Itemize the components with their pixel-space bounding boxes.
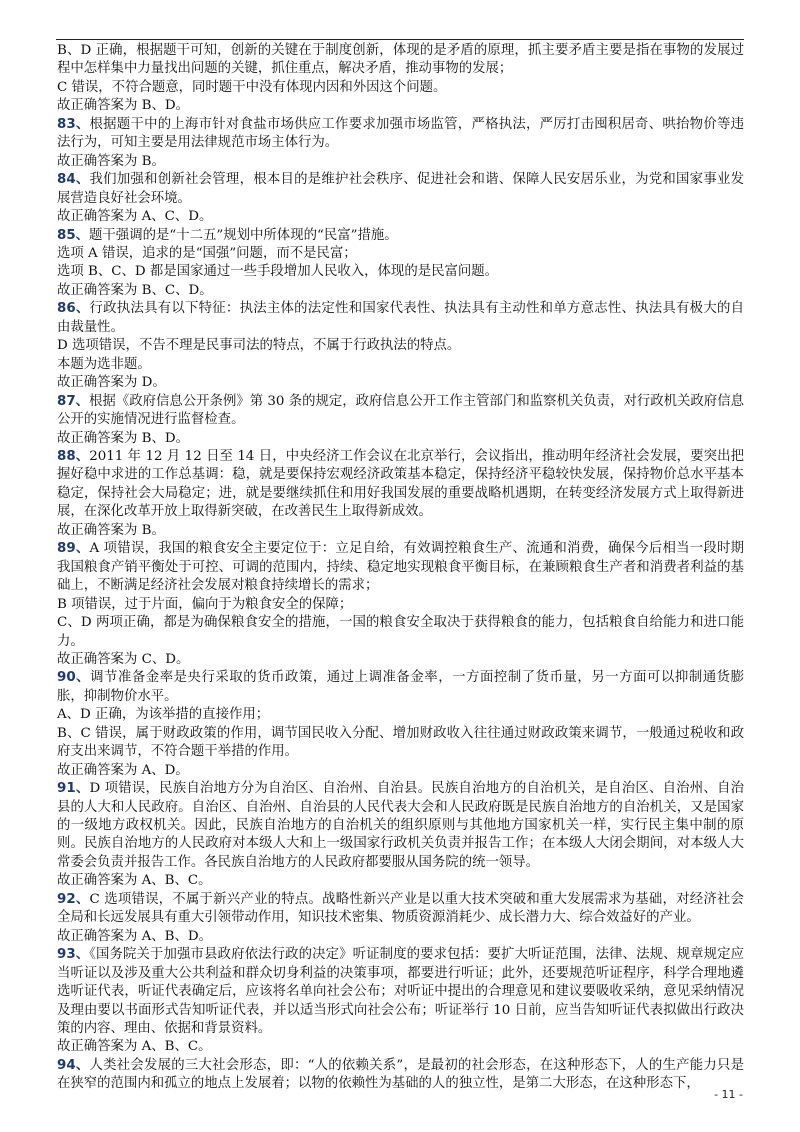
- paragraph: [57, 430, 744, 448]
- paragraph-text: D 项错误，民族自治地方分为自治区、自治州、自治县。民族自治地方的自治机关，是自治区、自治州、自治县的人大和人民政府。自治区、自治州、自治县的人民代表大会和人民政府既是民族自治地方的自治机关，又是国家的一级地方政权机关。因此，民族自治地方的自治机关的组织原则与其他地方国家机关一样，实行民主集中制的原则。民族自治地方的人民政府对本级人大和上一级国家行政机关负责并报告工作；在本级人大闭会期间，对本级人大常委会负责并报告工作。各民族自治地方的人民政府都要服从国务院的统一领导。: [57, 781, 744, 870]
- paragraph-text: 故正确答案为 D。: [57, 375, 166, 391]
- paragraph: [57, 596, 744, 614]
- paragraph: [57, 171, 744, 208]
- paragraph: [57, 393, 744, 430]
- paragraph: [57, 116, 744, 153]
- paragraph-text: 故正确答案为 C、D。: [57, 651, 190, 667]
- paragraph: [57, 872, 744, 890]
- paragraph-text: A 项错误，我国的粮食安全主要定位于：立足自给，有效调控粮食生产、流通和消费，确保今后相当一段时期我国粮食产销平衡处于可控、可调的范围内，持续、稳定地实现粮食平衡目标，在兼顾粮食生产者和消费者利益的基础上，不断满足经济社会发展对粮食持续增长的需求；: [57, 541, 744, 594]
- paragraph: [57, 946, 744, 1038]
- paragraph: [57, 356, 744, 374]
- paragraph-text: B、D 正确，根据题干可知，创新的关键在于制度创新，体现的是矛盾的原理，抓主要矛盾主要是指在事物的发展过程中怎样集中力量找出问题的关键，抓住重点，解决矛盾，推动事物的发展；: [57, 43, 744, 77]
- paragraph-text: 人类社会发展的三大社会形态，即：“人的依赖关系”，是最初的社会形态，在这种形态下，人的生产能力只是在狭窄的范围内和孤立的地点上发展着；以物的依赖性为基础的人的独立性，是第二大形态，在这种形态下，: [57, 1057, 744, 1092]
- question-number: 94、: [57, 1057, 90, 1073]
- paragraph-text: 行政执法具有以下特征：执法主体的法定性和国家代表性、执法具有主动性和单方意志性、执法具有极大的自由裁量性。: [57, 301, 744, 335]
- paragraph: [57, 374, 744, 392]
- question-number: 88、: [57, 448, 90, 464]
- paragraph-text: 故正确答案为 A、B、D。: [57, 928, 213, 944]
- paragraph: [57, 1057, 744, 1094]
- question-number: 86、: [57, 301, 90, 317]
- paragraph-text: 2011 年 12 月 12 日至 14 日，中央经济工作会议在北京举行，会议指出，推动明年经济社会发展，要突出把握好稳中求进的工作总基调：稳，就是要保持宏观经济政策基本稳定，保持经济平稳较快发展，保持物价总水平基本稳定，保持社会大局稳定；进，就是要继续抓住和用好我国发展的重要战略机遇期，在转变经济发展方式上取得新进展，在深化改革开放上取得新突破，在改善民生上取得新成效。: [57, 448, 744, 520]
- paragraph-text: 题干强调的是“十二五”规划中所体现的“民富”措施。: [89, 227, 398, 243]
- paragraph-text: 故正确答案为 B、C、D。: [57, 282, 213, 298]
- paragraph-text: 故正确答案为 A、B、C。: [57, 873, 212, 889]
- paragraph: [57, 245, 744, 263]
- header-rule: [56, 39, 744, 40]
- paragraph-text: B 项错误，过于片面，偏向于为粮食安全的保障；: [57, 596, 353, 612]
- paragraph: [57, 42, 744, 79]
- paragraph: [57, 522, 744, 540]
- paragraph-text: 《国务院关于加强市县政府依法行政的决定》听证制度的要求包括：要扩大听证范围，法律、法规、规章规定应当听证以及涉及重大公共利益和群众切身利益的决策事项，都要进行听证；此外，还要规范听证程序，科学合理地遴选听证代表，听证代表确定后，应该将名单向社会公布；对听证中提出的合理意见和建议要吸收采纳，意见采纳情况及理由要以书面形式告知听证代表，并以适当形式向社会公布；听证举行 10 日前，应当告知听证代表拟做出行政决策的内容、理由、依据和背景资料。: [57, 947, 744, 1037]
- document-body: [57, 42, 744, 1094]
- paragraph-text: C 错误，不符合题意，同时题干中没有体现内因和外因这个问题。: [57, 79, 447, 95]
- question-number: 93、: [57, 947, 90, 963]
- question-number: 91、: [57, 781, 90, 797]
- paragraph: [57, 263, 744, 281]
- paragraph-text: 故正确答案为 A、D。: [57, 762, 189, 778]
- paragraph: [57, 706, 744, 724]
- paragraph: [57, 780, 744, 872]
- paragraph: [57, 448, 744, 522]
- paragraph: [57, 928, 744, 946]
- paragraph: [57, 282, 744, 300]
- paragraph: [57, 227, 744, 245]
- paragraph-text: D 选项错误，不告不理是民事司法的特点，不属于行政执法的特点。: [57, 338, 461, 354]
- paragraph-text: 选项 A 错误，追求的是“国强”问题，而不是民富；: [57, 245, 357, 261]
- question-number: 92、: [57, 891, 90, 907]
- question-number: 83、: [57, 116, 90, 132]
- paragraph: [57, 97, 744, 115]
- paragraph: [57, 891, 744, 928]
- paragraph-text: C、D 两项正确，都是为确保粮食安全的措施，一国的粮食安全取决于获得粮食的能力，包括粮食自给能力和进口能力。: [57, 615, 744, 649]
- paragraph-text: 根据题干中的上海市针对食盐市场供应工作要求加强市场监管，严格执法，严厉打击囤积居奇、哄抬物价等违法行为，可知主要是用法律规范市场主体行为。: [57, 116, 744, 151]
- paragraph-text: 本题为选非题。: [57, 356, 151, 372]
- paragraph: [57, 208, 744, 226]
- question-number: 90、: [57, 670, 91, 686]
- paragraph: [57, 1038, 744, 1056]
- paragraph-text: 故正确答案为 B、D。: [57, 430, 189, 446]
- paragraph: [57, 725, 744, 762]
- paragraph-text: A、D 正确，为该举措的直接作用；: [57, 707, 270, 723]
- paragraph-text: 调节准备金率是央行采取的货币政策，通过上调准备金率，一方面控制了货币量，另一方面可以抑制通货膨胀，抑制物价水平。: [57, 670, 744, 704]
- paragraph-text: 故正确答案为 B。: [57, 522, 165, 538]
- question-number: 87、: [57, 393, 90, 409]
- paragraph-text: 故正确答案为 A、B、C。: [57, 1039, 212, 1055]
- question-number: 84、: [57, 172, 90, 188]
- paragraph-text: 根据《政府信息公开条例》第 30 条的规定，政府信息公开工作主管部门和监察机关负责，对行政机关政府信息公开的实施情况进行监督检查。: [57, 393, 744, 428]
- paragraph-text: 选项 B、C、D 都是国家通过一些手段增加人民收入，体现的是民富问题。: [57, 264, 499, 280]
- paragraph: [57, 669, 744, 706]
- question-number: 89、: [57, 541, 90, 557]
- paragraph-text: 故正确答案为 B。: [57, 153, 165, 169]
- paragraph-text: C 选项错误，不属于新兴产业的特点。战略性新兴产业是以重大技术突破和重大发展需求为基础，对经济社会全局和长远发展具有重大引领带动作用，知识技术密集、物质资源消耗少、成长潜力大、综合效益好的产业。: [57, 891, 744, 926]
- question-number: 85、: [57, 227, 90, 243]
- paragraph-text: 故正确答案为 B、D。: [57, 98, 189, 114]
- paragraph: [57, 79, 744, 97]
- paragraph: [57, 337, 744, 355]
- paragraph: [57, 762, 744, 780]
- page-number: - 11 -: [714, 1088, 743, 1101]
- paragraph: [57, 651, 744, 669]
- paragraph: [57, 614, 744, 651]
- paragraph: [57, 540, 744, 595]
- paragraph-text: 故正确答案为 A、C、D。: [57, 209, 213, 225]
- paragraph: [57, 300, 744, 337]
- paragraph-text: B、C 错误，属于财政政策的作用，调节国民收入分配、增加财政收入往往通过财政政策来调节，一般通过税收和政府支出来调节，不符合题干举措的作用。: [57, 725, 744, 760]
- paragraph-text: 我们加强和创新社会管理，根本目的是维护社会秩序、促进社会和谐、保障人民安居乐业，为党和国家事业发展营造良好社会环境。: [57, 172, 744, 206]
- paragraph: [57, 153, 744, 171]
